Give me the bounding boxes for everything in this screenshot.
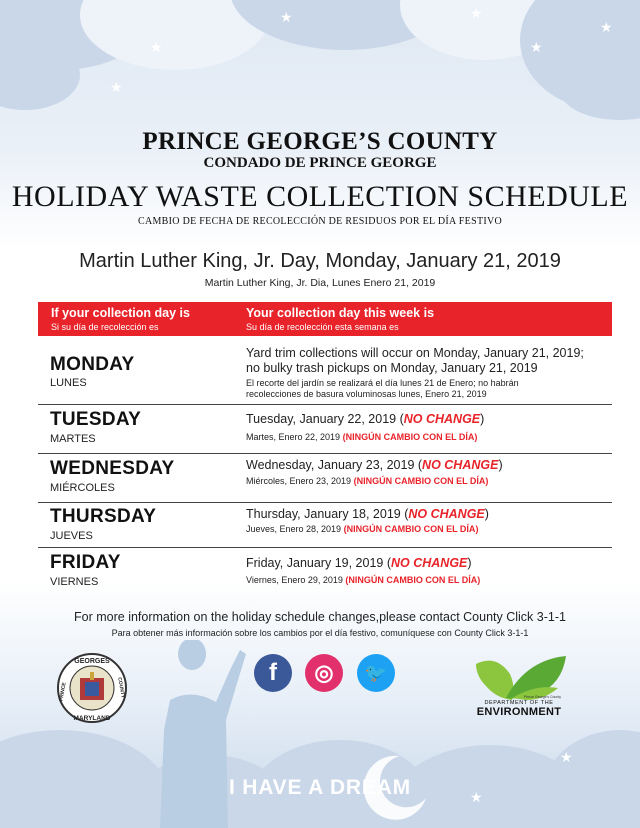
dream-slogan: I HAVE A DREAM <box>229 776 411 799</box>
star-icon: ★ <box>560 749 573 765</box>
day-name-es: JUEVES <box>50 530 93 542</box>
row-text: Tuesday, January 22, 2019 (NO CHANGE) <box>246 412 485 426</box>
star-icon: ★ <box>470 5 483 21</box>
schedule-title-es: CAMBIO DE FECHA DE RECOLECCIÓN DE RESIDUOS POR EL DÍA FESTIVO <box>137 216 503 227</box>
no-change-tag: NO CHANGE <box>408 507 485 521</box>
star-icon: ★ <box>150 39 163 55</box>
row-text: Wednesday, January 23, 2019 (NO CHANGE) <box>246 458 503 472</box>
seal-text-left: PRINCE <box>58 681 68 702</box>
star-icon: ★ <box>530 39 543 55</box>
day-name: THURSDAY <box>50 506 157 527</box>
schedule-title: HOLIDAY WASTE COLLECTION SCHEDULE <box>11 180 629 213</box>
star-icon: ★ <box>110 79 123 95</box>
no-change-tag: NO CHANGE <box>422 458 499 472</box>
table-header <box>38 302 612 336</box>
day-name: FRIDAY <box>50 552 121 573</box>
day-name-es: LUNES <box>50 377 87 389</box>
row-text-line1: Yard trim collections will occur on Monday, January 21, 2019; <box>246 346 584 360</box>
contact-info-es: Para obtener más información sobre los cambios por el día festivo, comuníquese con County Click 3-1-1 <box>111 628 529 638</box>
env-title: ENVIRONMENT <box>476 706 562 718</box>
no-change-tag: NO CHANGE <box>403 412 481 426</box>
day-name: MONDAY <box>50 354 135 375</box>
star-icon: ★ <box>470 789 483 805</box>
contact-info: For more information on the holiday schedule changes,please contact County Click 3-1-1 <box>74 610 566 624</box>
facebook-icon[interactable]: f <box>254 654 292 692</box>
seal-text-bottom: MARYLAND <box>73 715 111 722</box>
table-row-tuesday <box>38 405 612 454</box>
row-text-line2: no bulky trash pickups on Monday, January 21, 2019 <box>246 361 538 375</box>
col1-subtitle: Si su día de recolección es <box>51 322 159 332</box>
row-text-es: Jueves, Enero 28, 2019 (NINGÚN CAMBIO CON EL DÍA) <box>246 524 479 534</box>
table-row-wednesday <box>38 454 612 503</box>
day-name-es: MIÉRCOLES <box>50 482 115 494</box>
row-text-es: Miércoles, Enero 23, 2019 (NINGÚN CAMBIO CON EL DÍA) <box>246 476 489 486</box>
star-icon: ★ <box>280 9 293 25</box>
env-subtitle: DEPARTMENT OF THE <box>484 700 554 706</box>
env-small-text: Prince George's County <box>524 695 562 699</box>
row-text-es-line2: recolecciones de basura voluminosas lunes, Enero 21, 2019 <box>246 389 487 399</box>
day-name-es: MARTES <box>50 433 96 445</box>
row-text: Friday, January 19, 2019 (NO CHANGE) <box>246 556 472 570</box>
table-row-friday <box>38 548 612 594</box>
instagram-icon[interactable]: ◎ <box>305 654 343 692</box>
no-change-tag: NO CHANGE <box>391 556 468 570</box>
seal-text-top: GEORGES <box>74 658 110 665</box>
row-text-es-line1: El recorte del jardín se realizará el día lunes 21 de Enero; no habrán <box>246 378 519 388</box>
table-row-thursday <box>38 503 612 548</box>
seal-text-right: COUNTY <box>116 676 126 699</box>
row-text: Thursday, January 18, 2019 (NO CHANGE) <box>246 507 489 521</box>
county-title: PRINCE GEORGE’S COUNTY <box>142 128 498 155</box>
table-row-monday <box>38 338 612 405</box>
twitter-icon[interactable]: 🐦 <box>357 654 395 692</box>
county-title-es: CONDADO DE PRINCE GEORGE <box>203 155 437 171</box>
day-name: TUESDAY <box>50 409 142 430</box>
row-text-es: Martes, Enero 22, 2019 (NINGÚN CAMBIO CON EL DÍA) <box>246 432 478 442</box>
col2-subtitle: Su día de recolección esta semana es <box>246 322 399 332</box>
col2-title: Your collection day this week is <box>246 306 435 320</box>
day-name: WEDNESDAY <box>50 458 175 479</box>
holiday-name: Martin Luther King, Jr. Day, Monday, January 21, 2019 <box>79 250 561 272</box>
holiday-name-es: Martin Luther King, Jr. Dia, Lunes Enero 21, 2019 <box>204 277 436 289</box>
star-icon: ★ <box>600 19 613 35</box>
day-name-es: VIERNES <box>50 576 99 588</box>
col1-title: If your collection day is <box>51 306 190 320</box>
row-text-es: Viernes, Enero 29, 2019 (NINGÚN CAMBIO CON EL DÍA) <box>246 575 481 585</box>
county-seal-logo <box>56 652 128 724</box>
